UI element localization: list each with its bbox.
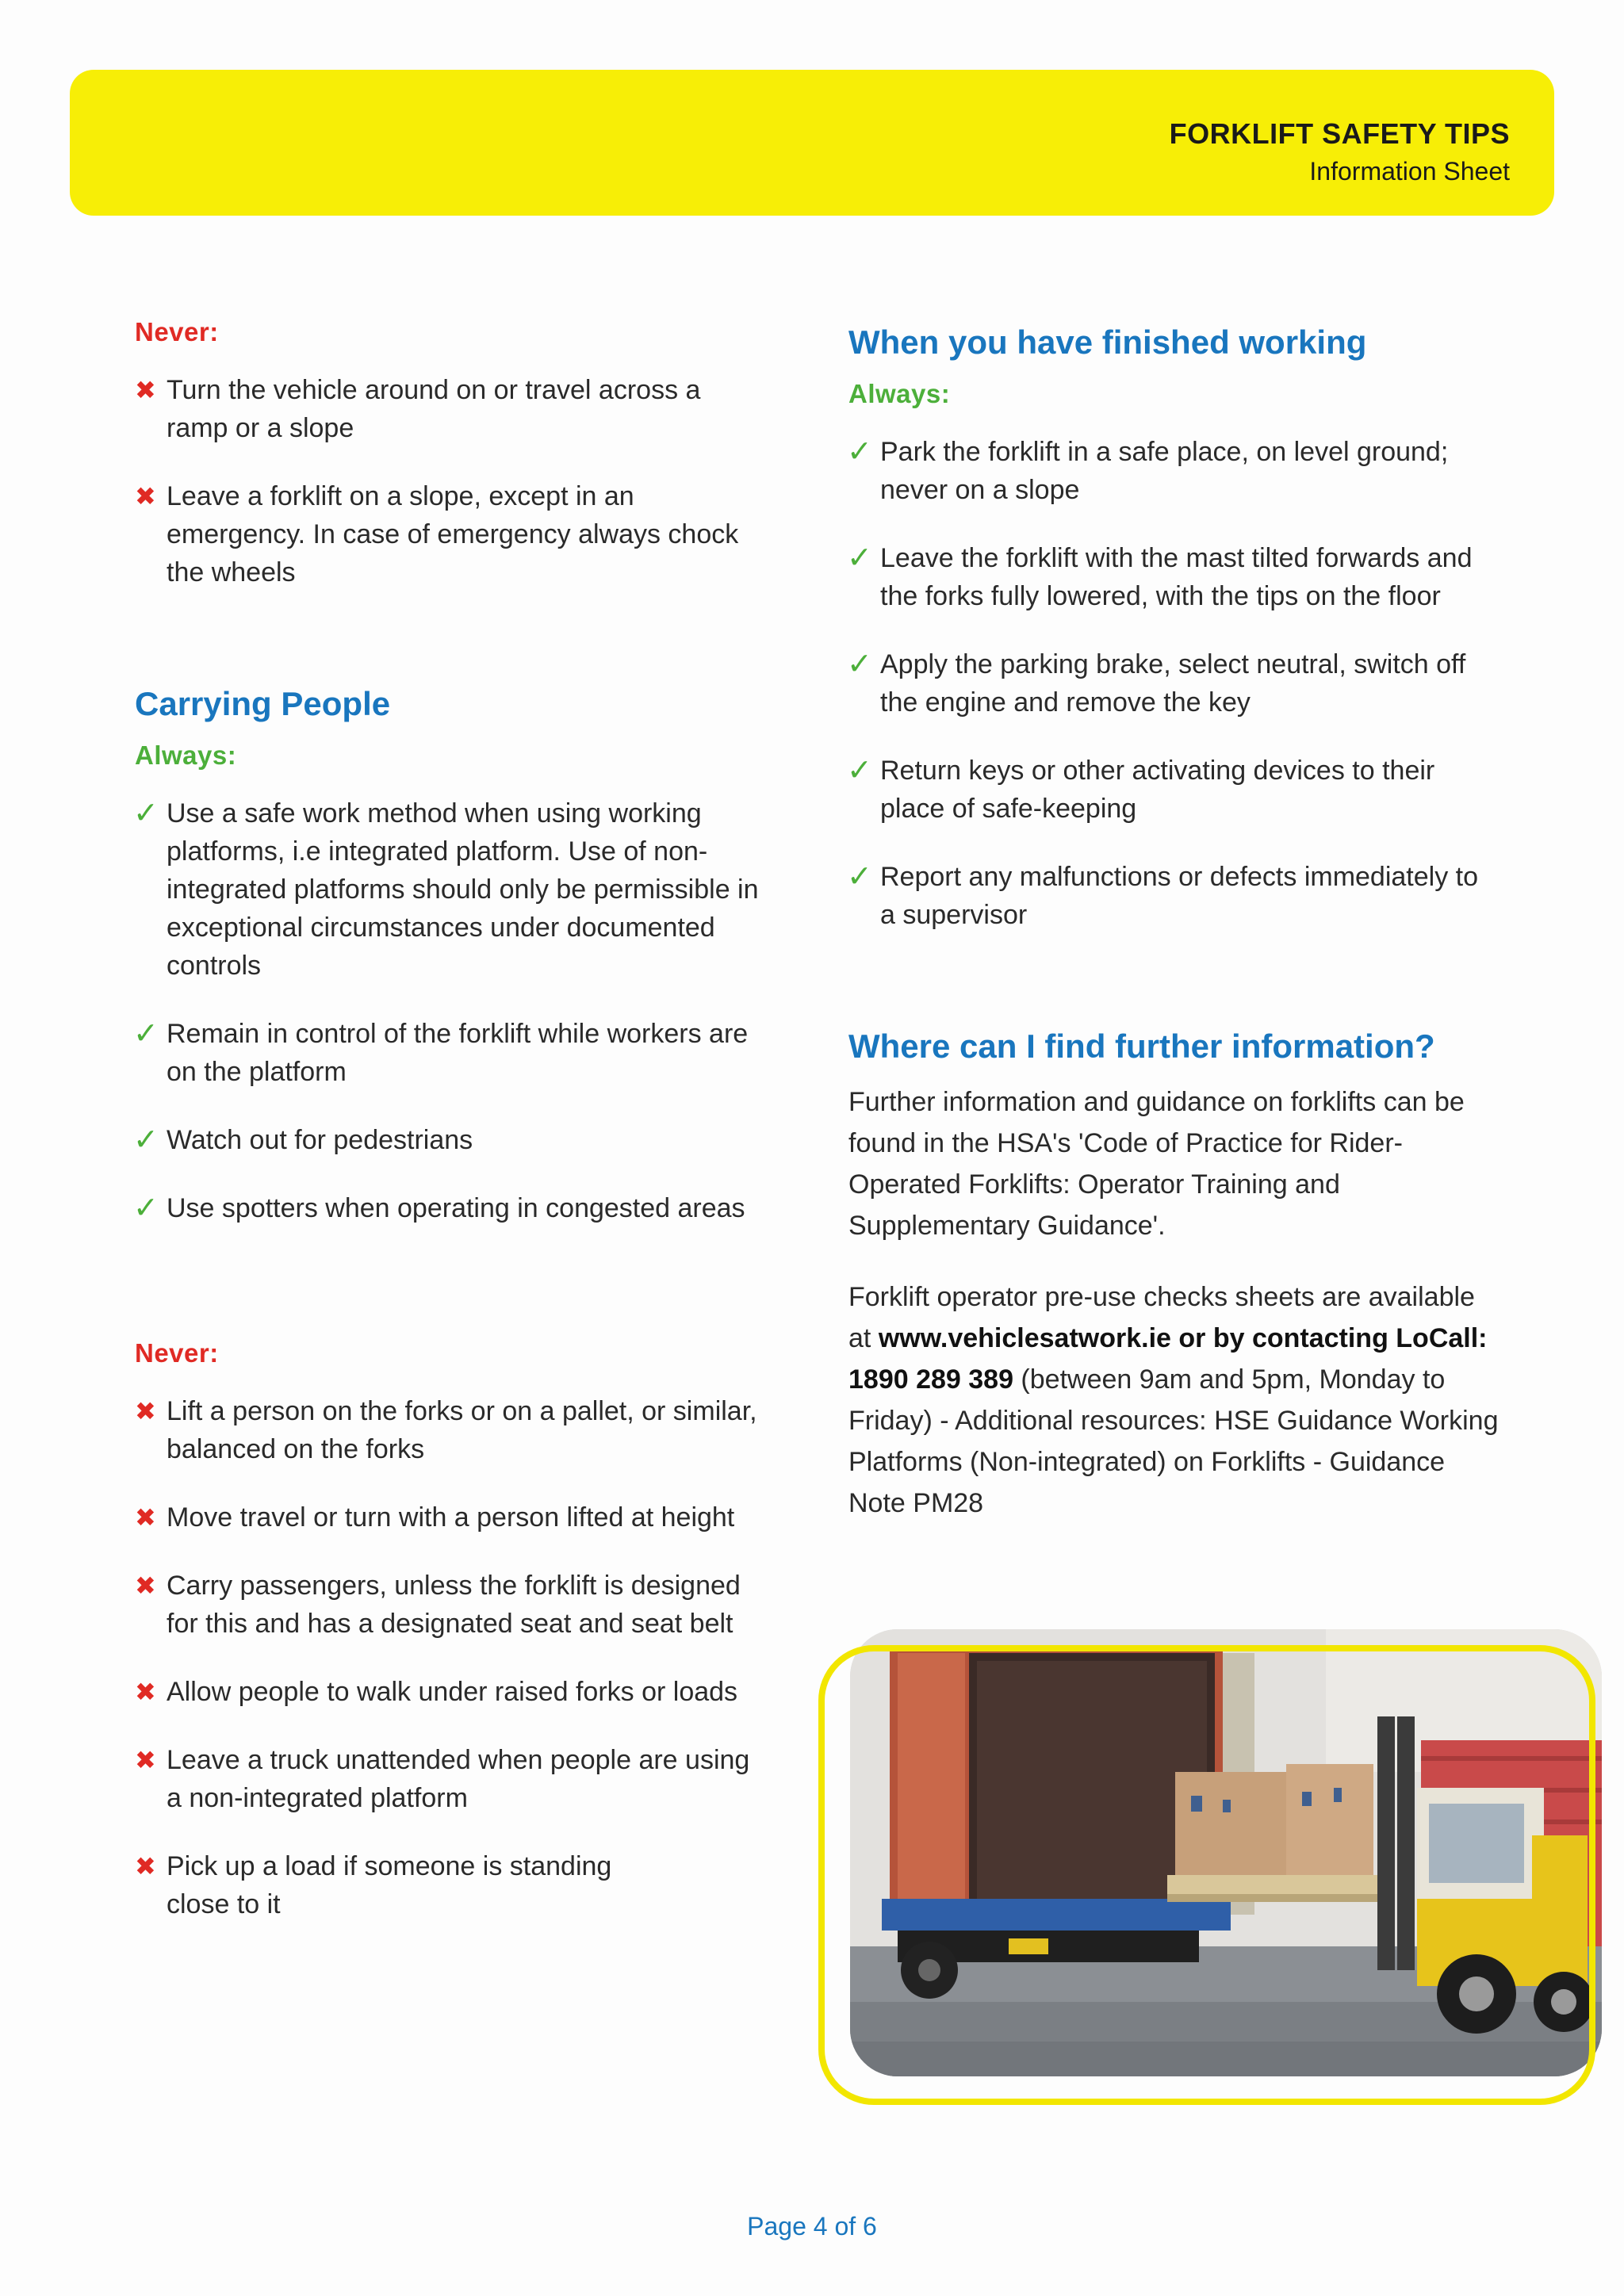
document-title: FORKLIFT SAFETY TIPS <box>1169 117 1510 150</box>
check-mark-icon: ✓ <box>847 860 872 894</box>
cross-mark-icon: ✖ <box>135 1503 156 1532</box>
check-mark-icon: ✓ <box>847 648 872 681</box>
check-mark-icon: ✓ <box>847 435 872 469</box>
never-label: Never: <box>135 317 219 346</box>
list-item: ✓ Return keys or other activating devices to their place of safe-keeping <box>848 752 1499 828</box>
list-item: ✓ Remain in control of the forklift while workers are on the platform <box>135 1015 769 1091</box>
always-label: Always: <box>135 740 237 770</box>
photo-frame <box>818 1645 1595 2105</box>
info-paragraph: Further information and guidance on forklifts can be found in the HSA's 'Code of Practice for Rider-Operated Forklifts: Operator Training and Supplementary Guidance'. <box>848 1087 1465 1241</box>
list-item: ✓ Report any malfunctions or defects immediately to a supervisor <box>848 858 1499 934</box>
contact-details: www.vehiclesatwork.ie or by contacting LoCall: 1890 289 389 <box>848 1323 1488 1395</box>
check-mark-icon: ✓ <box>847 541 872 575</box>
list-item: ✖ Allow people to walk under raised forks or loads <box>135 1673 769 1711</box>
list-item: ✖ Turn the vehicle around on or travel across a ramp or a slope <box>135 371 769 447</box>
list-item: ✓ Use a safe work method when using working platforms, i.e integrated platform. Use of non-integrated platforms should only be permissible in exceptional circumstances under documented controls <box>135 794 769 985</box>
cross-mark-icon: ✖ <box>135 1746 156 1774</box>
cross-mark-icon: ✖ <box>135 482 156 511</box>
section-heading-finished-working: When you have finished working <box>848 323 1367 361</box>
left-column <box>135 317 769 1923</box>
info-paragraph: Forklift operator pre-use checks sheets are available at www.vehiclesatwork.ie or by contacting LoCall: 1890 289 389 (between 9am and 5pm, Monday to Friday) - Additional resources: HSE Guidance Working Platforms (Non-integrated) on Forklifts - Guidance Note PM28 <box>848 1282 1499 1518</box>
check-mark-icon: ✓ <box>133 1017 159 1050</box>
cross-mark-icon: ✖ <box>135 1397 156 1425</box>
never-label: Never: <box>135 1338 219 1368</box>
section-heading-carrying-people: Carrying People <box>135 685 391 722</box>
list-item: ✖ Leave a forklift on a slope, except in an emergency. In case of emergency always chock the wheels <box>135 477 769 591</box>
right-column <box>848 317 1499 1524</box>
list-item: ✓ Leave the forklift with the mast tilted forwards and the forks fully lowered, with the tips on the floor <box>848 539 1499 615</box>
forklift-photo <box>818 1629 1602 2111</box>
list-item: ✓ Apply the parking brake, select neutral, switch off the engine and remove the key <box>848 645 1499 721</box>
document-subtitle: Information Sheet <box>1309 157 1510 186</box>
list-item: ✓ Use spotters when operating in congested areas <box>135 1189 769 1227</box>
header-banner <box>70 70 1554 216</box>
always-label: Always: <box>848 379 951 408</box>
cross-mark-icon: ✖ <box>135 1678 156 1706</box>
list-item: ✖ Pick up a load if someone is standing close to it <box>135 1847 674 1923</box>
list-item: ✖ Leave a truck unattended when people are using a non-integrated platform <box>135 1741 769 1817</box>
list-item: ✓ Watch out for pedestrians <box>135 1121 769 1159</box>
list-item: ✖ Carry passengers, unless the forklift is designed for this and has a designated seat and seat belt <box>135 1567 769 1643</box>
list-item: ✖ Lift a person on the forks or on a pallet, or similar, balanced on the forks <box>135 1392 769 1468</box>
check-mark-icon: ✓ <box>847 754 872 787</box>
cross-mark-icon: ✖ <box>135 1571 156 1600</box>
list-item: ✖ Move travel or turn with a person lifted at height <box>135 1498 769 1536</box>
check-mark-icon: ✓ <box>133 797 159 830</box>
list-item: ✓ Park the forklift in a safe place, on level ground; never on a slope <box>848 433 1499 509</box>
cross-mark-icon: ✖ <box>135 1852 156 1881</box>
cross-mark-icon: ✖ <box>135 376 156 404</box>
section-heading-further-information: Where can I find further information? <box>848 1027 1435 1065</box>
page-number: Page 4 of 6 <box>747 2212 877 2241</box>
check-mark-icon: ✓ <box>133 1123 159 1157</box>
check-mark-icon: ✓ <box>133 1192 159 1225</box>
